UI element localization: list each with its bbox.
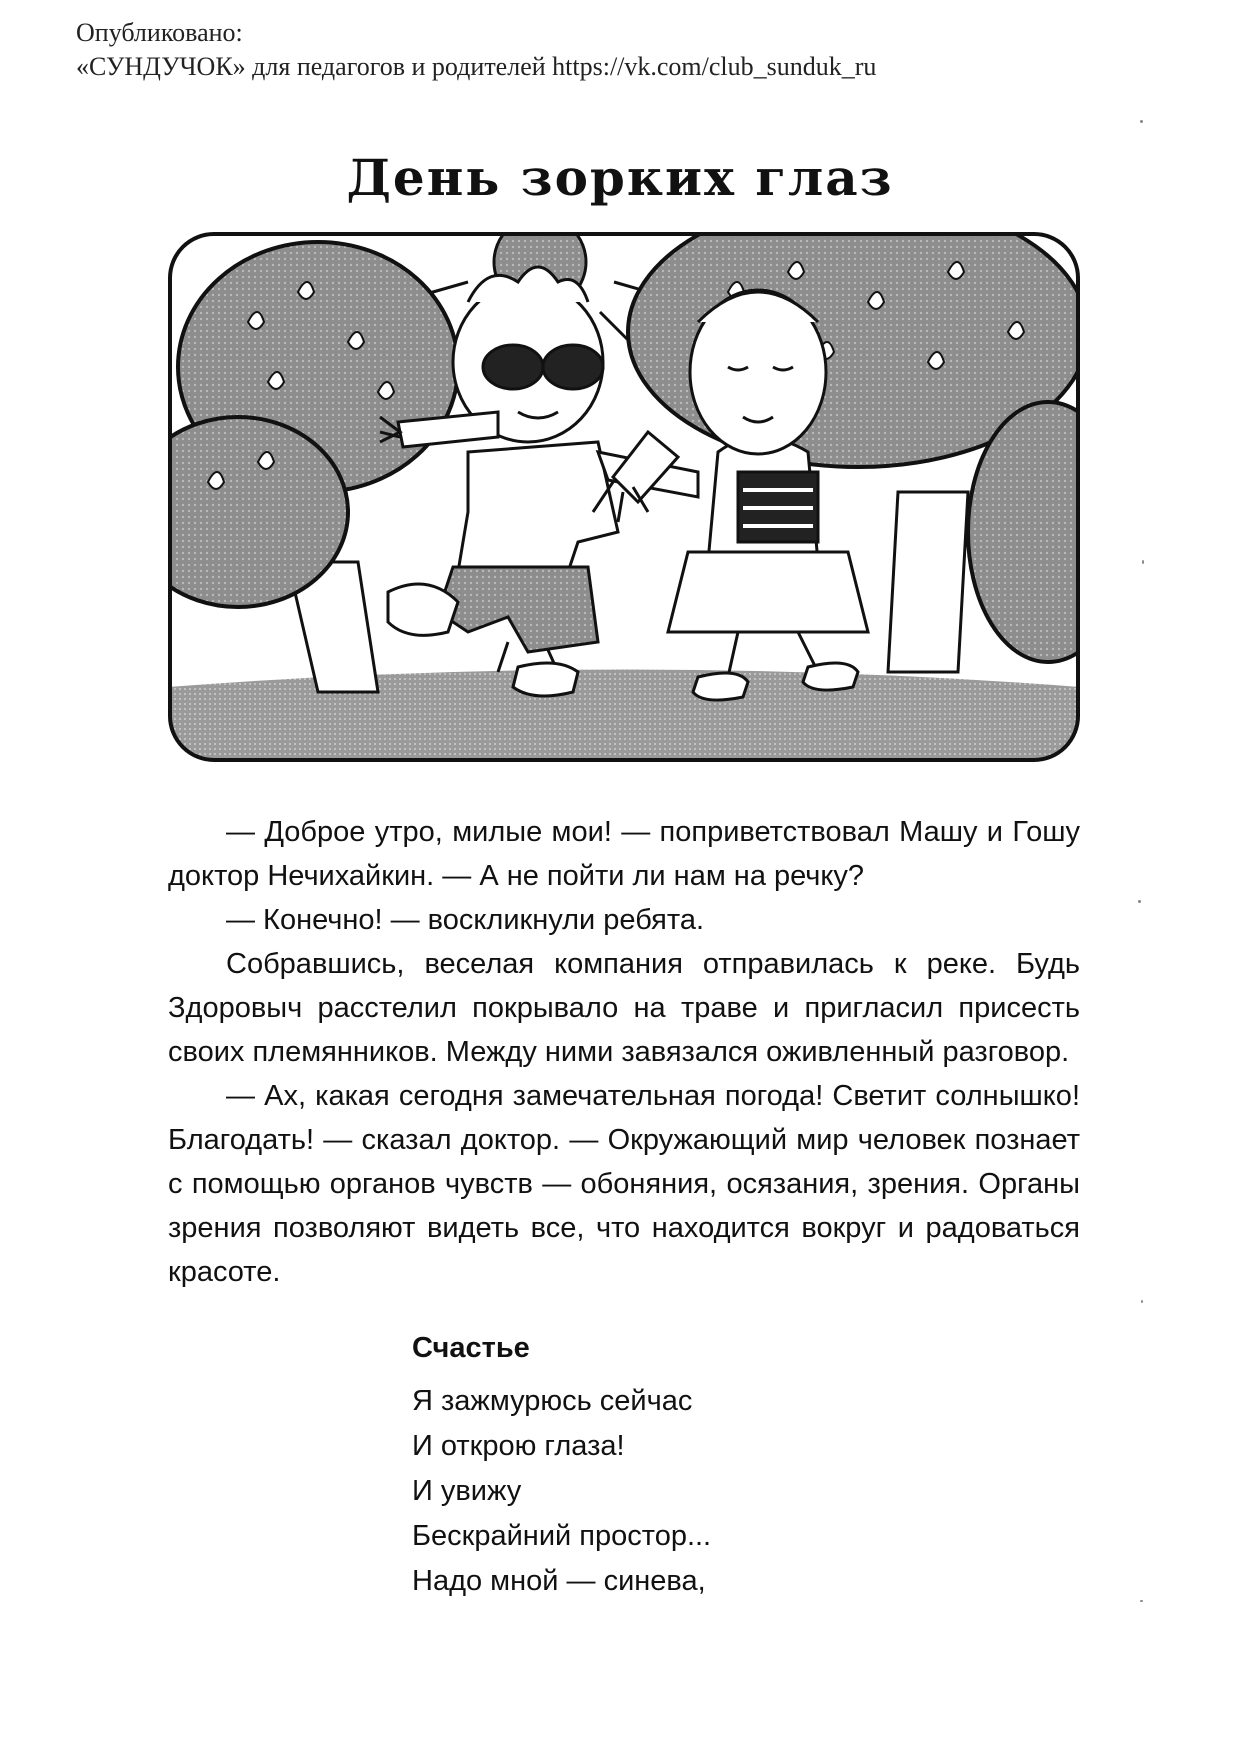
page-title: День зорких глаз [346, 148, 894, 207]
scan-speck [1141, 1300, 1143, 1303]
poem-line: И открою глаза! [412, 1430, 625, 1462]
poem-line: И увижу [412, 1475, 522, 1507]
paragraph-4: — Ах, какая сегодня замечательная погода! Светит солнышко! Благодать! — сказал доктор. — Окружающий мир человек познает с помощью органов чувств — обоняния, осязания, зрения. Органы зрения позволяют видеть все, что находится вокруг и радоваться красоте. [168, 1080, 1080, 1288]
paragraph-1: — Доброе утро, милые мои! — поприветствовал Машу и Гошу доктор Нечихайкин. — А не пойти ли нам на речку? [168, 816, 1080, 892]
poem-line: Надо мной — синева, [412, 1565, 706, 1597]
header-line-2: «СУНДУЧОК» для педагогов и родителей https://vk.com/club_sunduk_ru [76, 52, 877, 81]
story-text [168, 810, 1080, 1294]
paragraph-2: — Конечно! — воскликнули ребята. [226, 904, 705, 936]
children-with-carrots-illustration [168, 232, 1080, 762]
paragraph-3: Собравшись, веселая компания отправилась к реке. Будь Здоровыч расстелил покрывало на траве и пригласил присесть своих племянников. Между ними завязался оживленный разговор. [168, 948, 1080, 1068]
publication-header [76, 16, 876, 84]
scan-speck [1140, 1600, 1143, 1602]
scan-speck [1142, 560, 1144, 564]
poem-line: Я зажмурюсь сейчас [412, 1385, 693, 1417]
poem-title: Счастье [412, 1332, 530, 1364]
poem-line: Бескрайний простор... [412, 1520, 712, 1552]
scan-speck [1140, 120, 1143, 123]
scan-speck [1138, 900, 1141, 903]
header-line-1: Опубликовано: [76, 18, 243, 47]
poem [412, 1326, 711, 1604]
